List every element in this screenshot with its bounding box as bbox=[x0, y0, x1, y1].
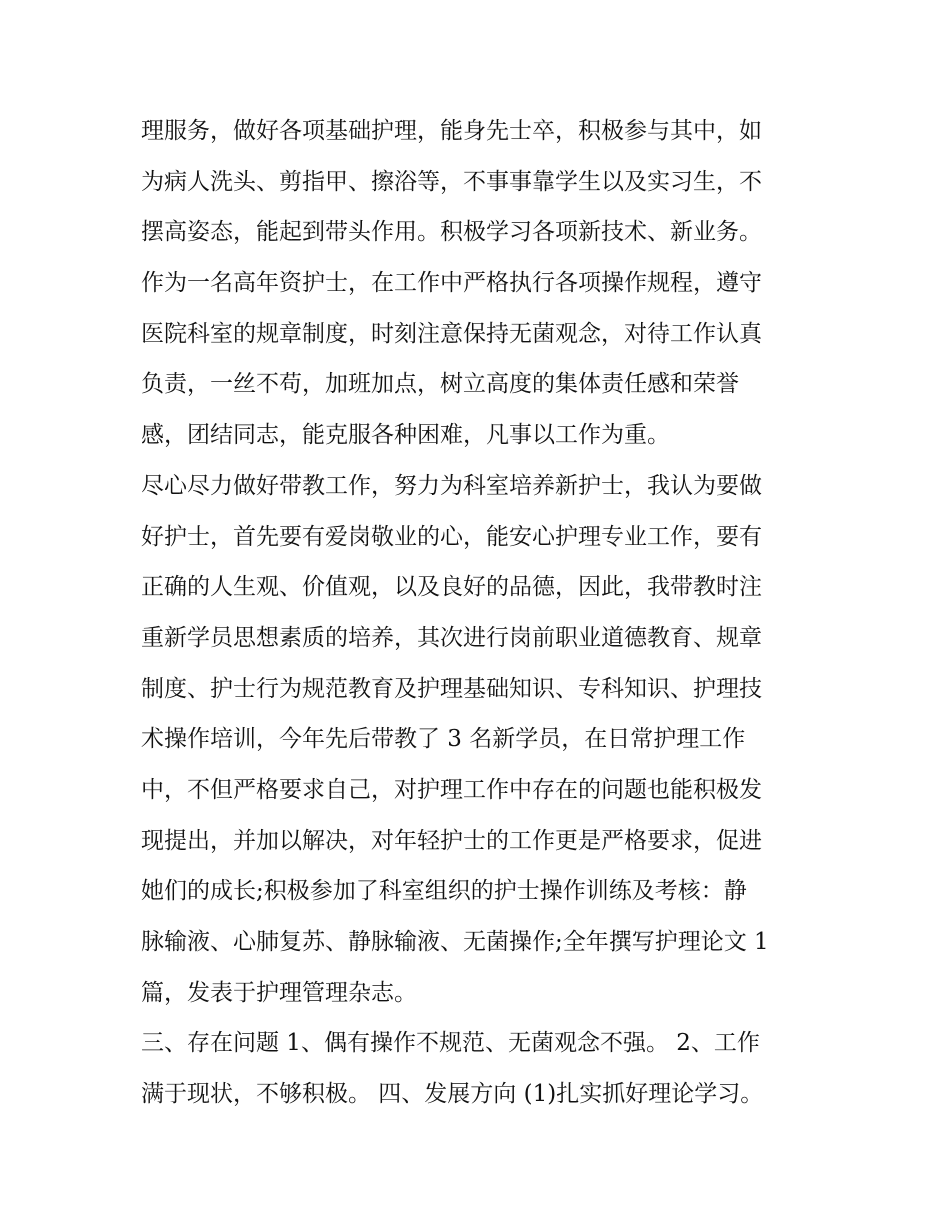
text-line-15: 现提出，并加以解决，对年轻护士的工作更是严格要求，促进 bbox=[141, 827, 762, 854]
text-line-20: 满于现状，不够积极。 四、发展方向 (1)扎实抓好理论学习。 bbox=[141, 1081, 764, 1108]
text-line-17: 脉输液、心肺复苏、静脉输液、无菌操作;全年撰写护理论文 1 bbox=[141, 929, 769, 955]
text-line-1: 理服务，做好各项基础护理，能身先士卒，积极参与其中，如 bbox=[141, 118, 762, 144]
text-line-2: 为病人洗头、剪指甲、擦浴等，不事事靠学生以及实习生，不 bbox=[141, 168, 762, 195]
text-line-16: 她们的成长;积极参加了科室组织的护士操作训练及考核：静 bbox=[141, 878, 747, 905]
text-line-9: 好护士，首先要有爱岗敬业的心，能安心护理专业工作，要有 bbox=[141, 523, 762, 550]
text-line-4: 作为一名高年资护士，在工作中严格执行各项操作规程，遵守 bbox=[141, 270, 762, 297]
text-line-8: 尽心尽力做好带教工作，努力为科室培养新护士，我认为要做 bbox=[141, 472, 762, 499]
text-line-5: 医院科室的规章制度，时刻注意保持无菌观念，对待工作认真 bbox=[141, 320, 762, 347]
text-line-19: 三、存在问题 1、偶有操作不规范、无菌观念不强。 2、工作 bbox=[141, 1030, 760, 1057]
text-line-7: 感，团结同志，能克服各种困难，凡事以工作为重。 bbox=[141, 422, 670, 449]
text-line-6: 负责，一丝不苟，加班加点，树立高度的集体责任感和荣誉 bbox=[141, 371, 739, 398]
text-line-18: 篇，发表于护理管理杂志。 bbox=[141, 979, 417, 1006]
body-text bbox=[141, 106, 821, 1120]
text-line-3: 摆高姿态，能起到带头作用。积极学习各项新技术、新业务。 bbox=[141, 219, 762, 246]
text-line-11: 重新学员思想素质的培养，其次进行岗前职业道德教育、规章 bbox=[141, 624, 762, 651]
text-line-14: 中，不但严格要求自己，对护理工作中存在的问题也能积极发 bbox=[141, 776, 762, 803]
text-line-10: 正确的人生观、价值观，以及良好的品德，因此，我带教时注 bbox=[141, 574, 762, 601]
text-line-13: 术操作培训，今年先后带教了 3 名新学员，在日常护理工作 bbox=[141, 726, 746, 753]
text-line-12: 制度、护士行为规范教育及护理基础知识、专科知识、护理技 bbox=[141, 675, 762, 702]
